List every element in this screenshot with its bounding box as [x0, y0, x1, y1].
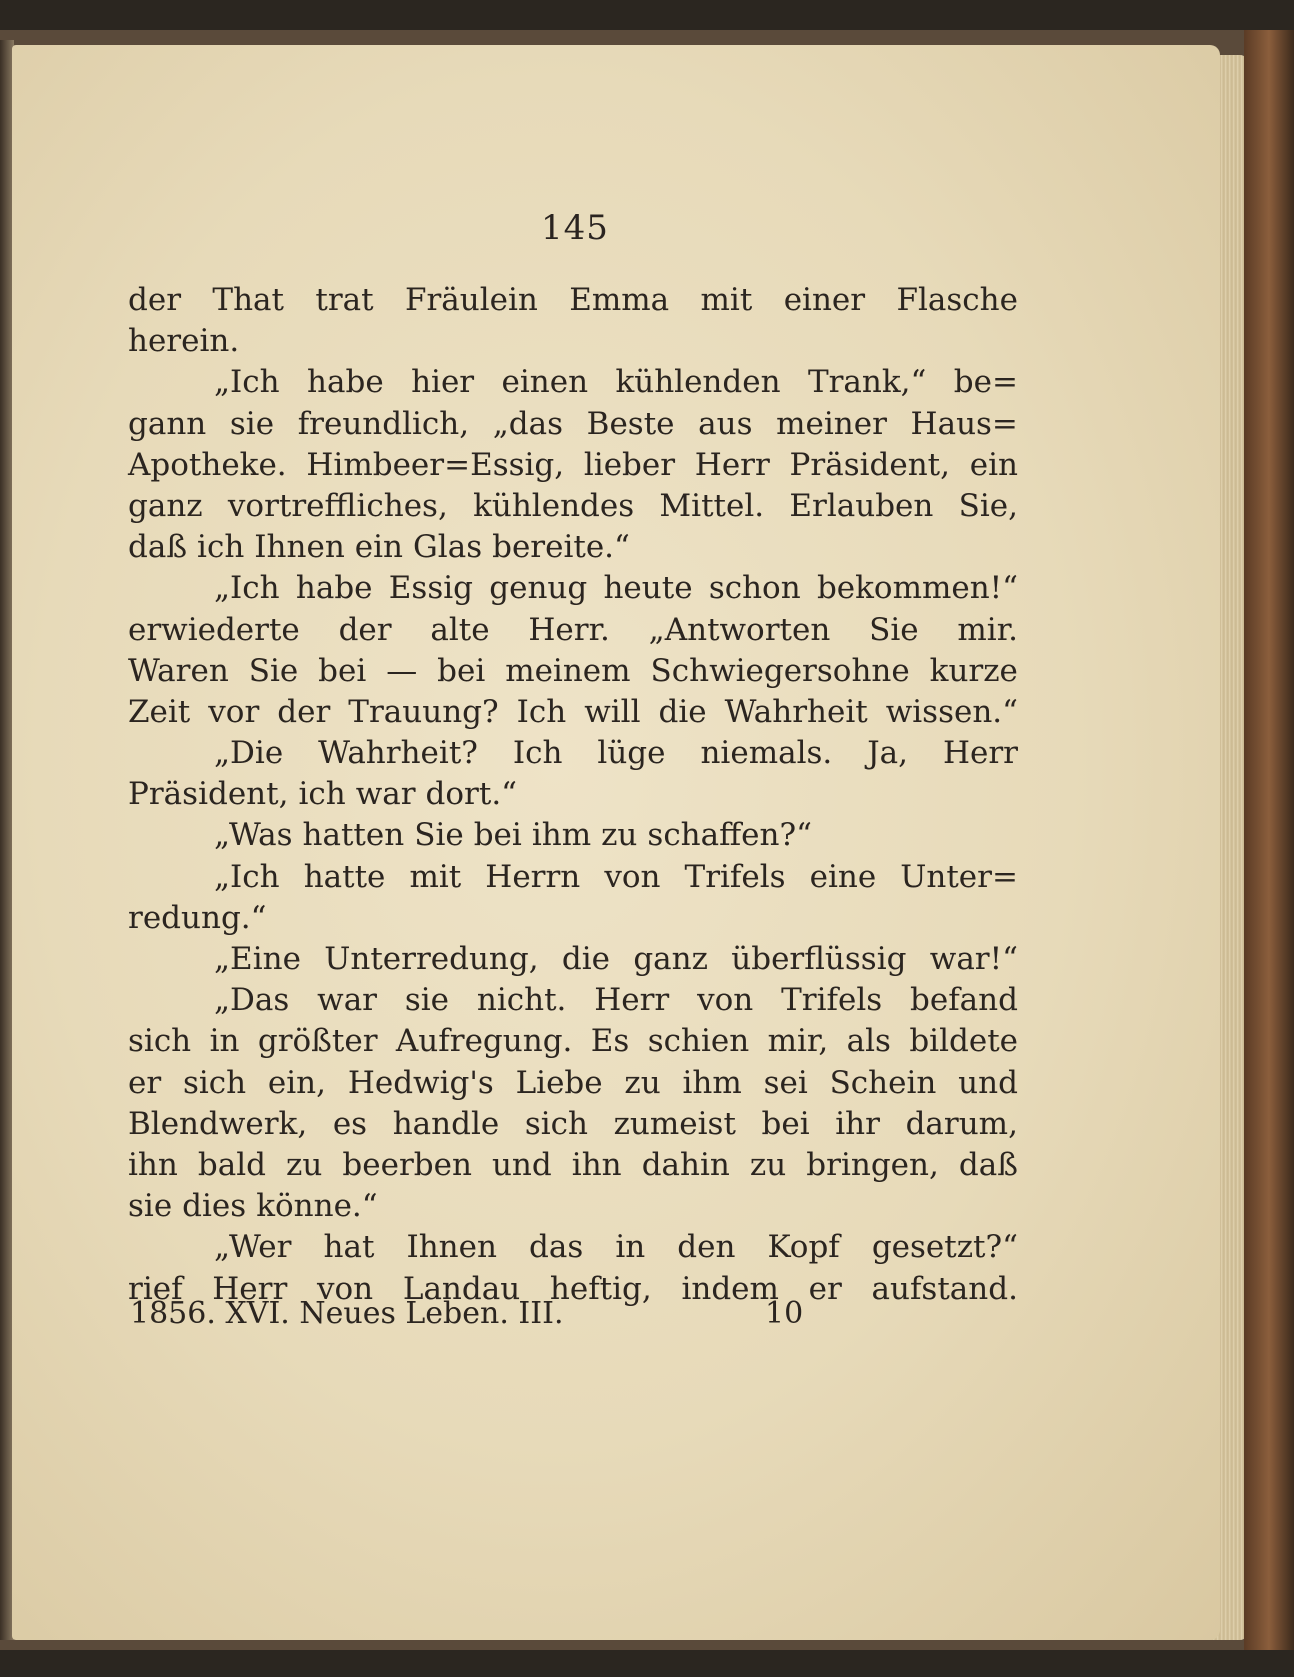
body-text: [128, 280, 1018, 1310]
word: sie: [404, 982, 450, 1019]
word: hat: [323, 1229, 375, 1266]
word: freundlich,: [297, 405, 470, 442]
text-line: [128, 898, 1018, 939]
word: zumeist: [613, 1105, 736, 1142]
text-line: [128, 1063, 1018, 1104]
word: kühlenden: [615, 364, 781, 401]
word: bildete: [909, 1023, 1018, 1060]
word: alte: [430, 611, 490, 648]
word: Trank,“: [807, 364, 927, 401]
word: ihm: [682, 1064, 742, 1101]
word: ich: [298, 776, 346, 813]
text-line: [128, 1186, 1018, 1227]
word: redung.“: [128, 899, 267, 936]
word: den: [677, 1229, 736, 1266]
word: von: [697, 982, 754, 1019]
word: war!“: [929, 941, 1018, 977]
word: Herr: [594, 982, 670, 1019]
word: Erlauben: [789, 487, 934, 524]
word: habe: [307, 364, 384, 401]
word: genug: [489, 570, 588, 607]
word: schaffen?“: [647, 817, 812, 854]
word: als: [846, 1023, 891, 1060]
word: Schwiegersohne: [650, 652, 910, 689]
word: Sie: [869, 611, 919, 648]
word: überflüssig: [731, 941, 907, 977]
word: „Antworten: [648, 611, 831, 648]
word: Flasche: [896, 282, 1018, 318]
word: kurze: [929, 652, 1018, 689]
word: sich: [128, 1023, 192, 1060]
word: ihn: [571, 1146, 622, 1183]
word: dort.“: [425, 776, 518, 813]
word: zu: [749, 1146, 787, 1183]
word: war: [355, 776, 416, 813]
word: es: [332, 1105, 368, 1142]
word: hatte: [303, 858, 386, 895]
word: Waren: [128, 652, 229, 689]
word: zu: [286, 1146, 323, 1183]
text-line: [128, 733, 1018, 774]
text-line: [128, 280, 1018, 321]
word: und: [491, 1146, 552, 1183]
word: herein.: [128, 323, 240, 360]
sheet-number: 10: [765, 1296, 804, 1331]
word: Apotheke.: [128, 446, 287, 483]
text-line: [128, 651, 1018, 692]
word: Kopf: [767, 1229, 840, 1266]
word: wissen.“: [885, 693, 1018, 730]
word: Ich: [516, 693, 567, 730]
word: von: [317, 1270, 374, 1307]
word: von: [604, 858, 661, 895]
text-line: [128, 857, 1018, 898]
word: That: [212, 282, 284, 318]
word: bekommen!“: [816, 570, 1018, 607]
word: Zeit: [128, 693, 191, 730]
word: Ihnen: [406, 1229, 497, 1266]
word: —: [386, 652, 418, 689]
word: bringen,: [806, 1146, 939, 1183]
word: handle: [392, 1105, 500, 1142]
word: „Wer: [214, 1229, 292, 1266]
word: er: [808, 1270, 842, 1307]
word: lieber: [583, 446, 676, 483]
word: sei: [763, 1064, 808, 1101]
word: Wahrheit?: [318, 735, 478, 772]
word: lüge: [597, 735, 666, 772]
word: zu: [601, 817, 638, 854]
word: Unterredung,: [324, 941, 539, 977]
word: habe: [295, 570, 373, 607]
word: meinem: [505, 652, 631, 689]
word: Präsident,: [128, 776, 289, 813]
word: beerben: [342, 1146, 472, 1183]
word: heftig,: [549, 1270, 652, 1307]
word: der: [128, 282, 182, 318]
word: bereite.“: [492, 529, 630, 566]
word: sie: [229, 405, 275, 442]
word: nicht.: [476, 982, 567, 1019]
word: Ich: [512, 735, 563, 772]
word: der: [277, 693, 331, 730]
word: sich: [182, 1064, 247, 1101]
word: könne.“: [256, 1188, 378, 1225]
word: und: [958, 1064, 1018, 1101]
word: einer: [783, 282, 866, 318]
word: ihn: [128, 1146, 178, 1183]
word: heute: [603, 570, 693, 607]
word: be=: [953, 364, 1018, 401]
word: er: [128, 1064, 162, 1101]
word: „Die: [214, 735, 284, 772]
word: in: [615, 1229, 646, 1266]
word: der: [338, 611, 392, 648]
word: dies: [182, 1188, 247, 1225]
text-line: [128, 1145, 1018, 1186]
word: ganz: [633, 941, 708, 977]
word: schien: [647, 1023, 750, 1060]
word: Haus=: [910, 405, 1018, 442]
word: befand: [910, 982, 1018, 1019]
word: Herr: [942, 735, 1018, 772]
text-line: [128, 610, 1018, 651]
word: Trauung?: [348, 693, 499, 730]
word: ihm: [531, 817, 592, 854]
word: niemals.: [700, 735, 833, 772]
word: die: [561, 941, 611, 977]
text-line: [128, 362, 1018, 403]
word: vortreffliches,: [227, 487, 448, 524]
word: Sie: [248, 652, 299, 689]
text-line: [128, 321, 1018, 362]
text-line: [128, 568, 1018, 609]
word: Himbeer=Essig,: [306, 446, 565, 483]
word: schon: [708, 570, 801, 607]
word: Herr.: [528, 611, 610, 648]
word: die: [658, 693, 707, 730]
word: Beste: [586, 405, 675, 442]
word: „Ich: [214, 570, 280, 607]
word: war: [317, 982, 377, 1019]
word: Ja,: [867, 735, 908, 772]
word: Herr: [212, 1270, 288, 1307]
word: bald: [197, 1146, 266, 1183]
word: bei: [761, 1105, 810, 1142]
word: „Ich: [214, 364, 280, 401]
word: daß: [128, 529, 188, 566]
word: vor: [208, 693, 260, 730]
word: bei: [437, 652, 486, 689]
word: Präsident,: [789, 446, 950, 483]
word: Schein: [829, 1064, 937, 1101]
word: ich: [197, 529, 245, 566]
word: größter: [257, 1023, 378, 1060]
word: aus: [698, 405, 753, 442]
word: Ihnen: [254, 529, 345, 566]
word: ihr: [835, 1105, 880, 1142]
text-line: [128, 980, 1018, 1021]
book-cover-edge: [1244, 30, 1294, 1650]
word: trat: [315, 282, 374, 318]
word: ein: [354, 529, 404, 566]
word: bei: [318, 652, 367, 689]
text-line: [128, 692, 1018, 733]
text-line: [128, 815, 1018, 856]
word: Hedwig's: [347, 1064, 494, 1101]
page-number: 145: [541, 208, 609, 248]
word: erwiederte: [128, 611, 300, 648]
text-line: [128, 486, 1018, 527]
word: mir.: [957, 611, 1018, 648]
word: darum,: [905, 1105, 1018, 1142]
word: ganz: [128, 487, 203, 524]
word: rief: [128, 1270, 183, 1307]
word: das: [529, 1229, 584, 1266]
text-line: [128, 1104, 1018, 1145]
word: „Was: [214, 817, 293, 854]
word: mit: [409, 858, 462, 895]
word: sie: [128, 1188, 173, 1225]
text-line: [128, 1227, 1018, 1268]
word: Glas: [413, 529, 483, 566]
word: „Ich: [214, 858, 280, 895]
word: hatten: [302, 817, 405, 854]
word: mit: [700, 282, 753, 318]
word: Wahrheit: [724, 693, 868, 730]
word: Trifels: [684, 858, 786, 895]
word: Essig: [388, 570, 473, 607]
word: „das: [492, 405, 564, 442]
printer-signature: 1856. XVI. Neues Leben. III.: [130, 1296, 564, 1331]
word: einen: [501, 364, 589, 401]
word: Landau: [402, 1270, 521, 1307]
word: Sie: [414, 817, 464, 854]
word: Unter=: [900, 858, 1018, 895]
word: daß: [958, 1146, 1018, 1183]
text-line: [128, 527, 1018, 568]
word: Es: [590, 1023, 630, 1060]
word: ein: [969, 446, 1018, 483]
word: Sie,: [958, 487, 1018, 524]
word: Herr: [694, 446, 770, 483]
word: aufstand.: [871, 1270, 1018, 1307]
word: mir,: [767, 1023, 829, 1060]
text-line: [128, 774, 1018, 815]
word: Fräulein: [404, 282, 538, 318]
word: will: [584, 693, 641, 730]
word: kühlendes: [473, 487, 635, 524]
text-line: [128, 404, 1018, 445]
word: ein,: [267, 1064, 327, 1101]
word: Aufregung.: [395, 1023, 573, 1060]
word: gann: [128, 405, 207, 442]
word: in: [209, 1023, 240, 1060]
word: „Eine: [214, 941, 301, 977]
word: Blendwerk,: [128, 1105, 308, 1142]
word: „Das: [214, 982, 290, 1019]
word: bei: [473, 817, 522, 854]
word: Emma: [569, 282, 670, 318]
word: dahin: [641, 1146, 730, 1183]
word: Liebe: [515, 1064, 603, 1101]
word: Mittel.: [659, 487, 765, 524]
word: indem: [681, 1270, 779, 1307]
word: zu: [624, 1064, 661, 1101]
word: gesetzt?“: [871, 1229, 1018, 1266]
word: sich: [524, 1105, 588, 1142]
word: hier: [411, 364, 475, 401]
word: Herrn: [485, 858, 581, 895]
text-line: [128, 1021, 1018, 1062]
text-line: [128, 939, 1018, 980]
text-line: [128, 445, 1018, 486]
word: meiner: [776, 405, 887, 442]
word: eine: [809, 858, 877, 895]
word: Trifels: [781, 982, 883, 1019]
